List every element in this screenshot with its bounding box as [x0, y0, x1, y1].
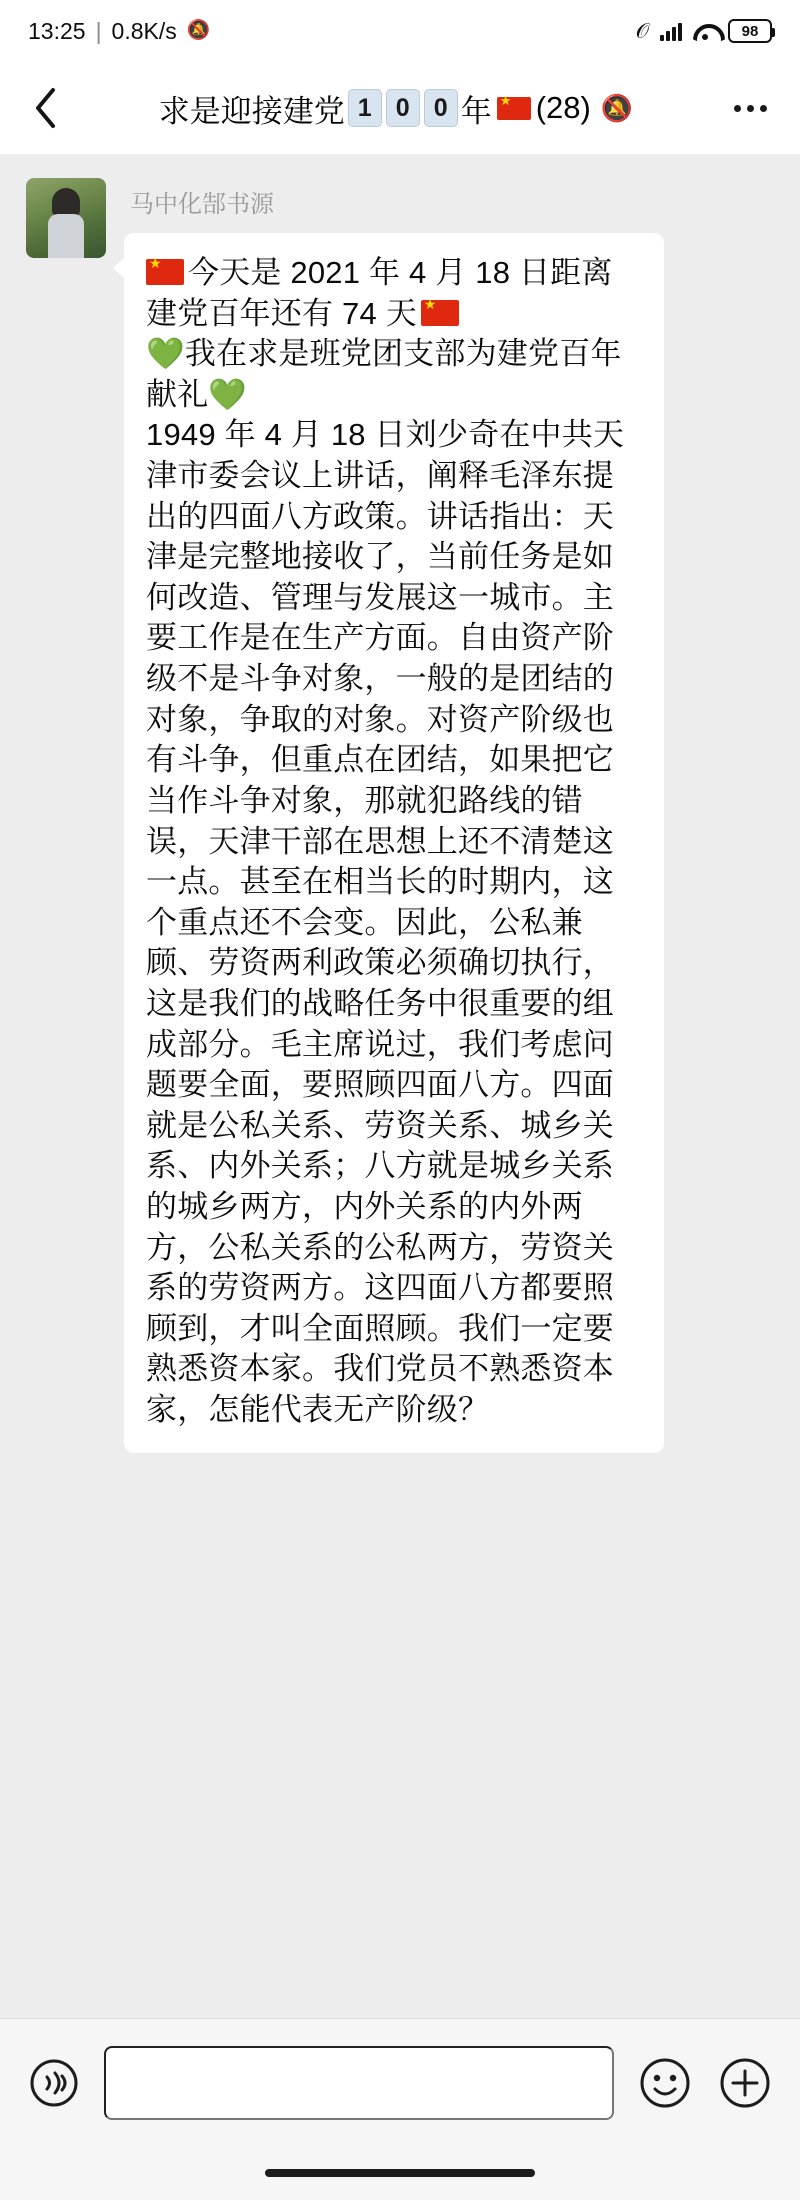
battery-icon	[728, 19, 772, 43]
mute-bell-icon: 🔕	[186, 19, 211, 41]
emoji-smiley-icon[interactable]	[636, 2054, 694, 2112]
message-sender-name: 马中化郜书源	[130, 191, 274, 218]
status-time: 13:25	[28, 17, 86, 44]
back-chevron-icon[interactable]	[22, 84, 70, 132]
add-more-icon[interactable]	[716, 2054, 774, 2112]
message-input-bar	[0, 2018, 800, 2146]
status-bar-right	[636, 19, 772, 43]
battery-level: 98	[741, 22, 759, 40]
cellular-signal-icon	[660, 21, 682, 41]
message-column	[124, 178, 664, 1453]
status-bar	[0, 0, 800, 62]
status-separator: |	[95, 17, 102, 44]
chat-message-list[interactable]	[0, 154, 800, 2018]
china-flag-icon	[497, 97, 531, 120]
purple-heart-icon: 💚	[208, 376, 248, 412]
message-line-3: 1949 年 4 月 18 日刘少奇在中共天津市委会议上讲话，阐释毛泽东提出的四面八方政策。讲话指出：天津是完整地接收了，当前任务是如何改造、管理与发展这一城市。主要工作是在生产方面。自由资产阶级不是斗争对象，一般的是团结的对象，争取的对象。对资产阶级也有斗争，但重点在团结，如果把它当作斗争对象，那就犯路线的错误，天津干部在思想上还不清楚这一点。甚至在相当长的时期内，这个重点还不会变。因此，公私兼顾、劳资两利政策必须确切执行，这是我们的战略任务中很重要的组成部分。毛主席说过，我们考虑问题要全面，要照顾四面八方。四面就是公私关系、劳资关系、城乡关系、内外关系；八方就是城乡关系的城乡两方，内外关系的内外两方，公私关系的公私两方，劳资关系的劳资两方。这四面八方都要照顾到，才叫全面照顾。我们一定要熟悉资本家。我们党员不熟悉资本家，怎能代表无产阶级？	[146, 417, 625, 1428]
message-row	[0, 178, 800, 1453]
purple-heart-icon: 💚	[146, 336, 185, 372]
message-text-input[interactable]	[104, 2046, 614, 2120]
member-count: (28)	[535, 90, 591, 125]
message-line-1: ★今天是 2021 年 4 月 18 日距离建党百年还有 74 天★	[146, 253, 642, 334]
title-digit-1: 1	[348, 89, 382, 127]
title-digit-2: 0	[386, 89, 420, 127]
voice-input-icon[interactable]	[26, 2055, 82, 2111]
china-flag-icon	[421, 300, 459, 326]
bluetooth-icon: 𝒪	[635, 19, 649, 43]
status-network-speed: 0.8K/s	[111, 17, 177, 44]
page-title	[70, 86, 722, 131]
notification-muted-icon[interactable]: 🔕	[600, 92, 634, 123]
more-options-icon[interactable]	[722, 105, 778, 112]
status-bar-left	[28, 18, 210, 45]
navigation-bar	[0, 62, 800, 154]
home-indicator-area	[0, 2146, 800, 2200]
china-flag-icon	[146, 259, 184, 285]
title-mid: 年	[460, 93, 492, 129]
message-bubble[interactable]	[124, 233, 664, 1453]
wifi-icon	[693, 22, 717, 40]
contact-avatar[interactable]	[26, 178, 106, 258]
message-line-2: 💚我在求是班党团支部为建党百年献礼💚	[146, 336, 622, 412]
title-prefix: 求是迎接建党	[158, 93, 345, 129]
title-digit-3: 0	[424, 89, 458, 127]
home-indicator[interactable]	[265, 2169, 535, 2177]
